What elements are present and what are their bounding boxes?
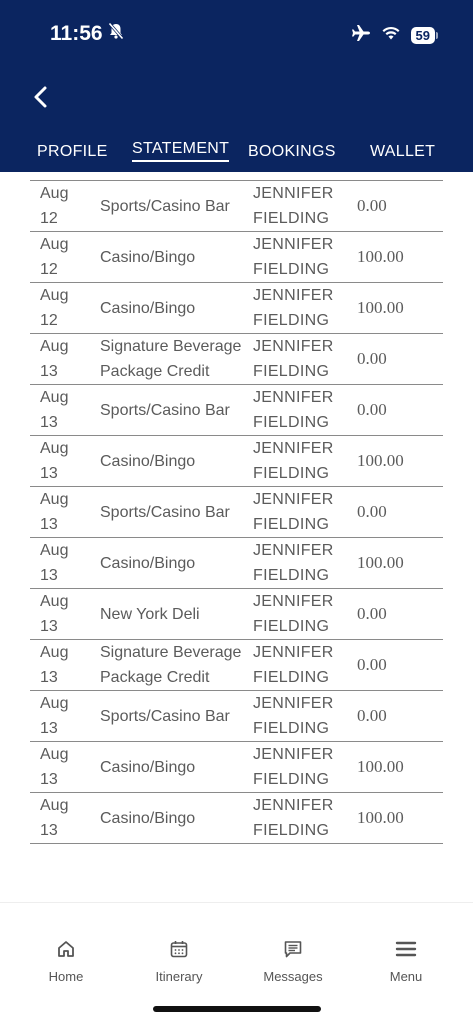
nav-home-label: Home (48, 969, 84, 984)
table-row[interactable] (30, 180, 443, 232)
row-name-first: JENNIFER (253, 440, 334, 457)
nav-menu-label: Menu (389, 969, 423, 984)
row-amount: 0.00 (357, 196, 387, 215)
chevron-left-icon (33, 85, 49, 109)
row-guest-name (253, 691, 353, 741)
nav-itinerary-label: Itinerary (155, 969, 203, 984)
row-amount: 100.00 (357, 247, 404, 266)
menu-icon (395, 939, 417, 959)
row-name-first: JENNIFER (253, 287, 334, 304)
row-guest-name (253, 436, 353, 486)
airplane-icon (351, 24, 371, 47)
row-month: Aug (40, 338, 69, 355)
row-name-last: FIELDING (253, 363, 330, 380)
row-amount: 0.00 (357, 655, 387, 674)
row-description: Sports/Casino Bar (100, 401, 230, 419)
row-name-first: JENNIFER (253, 338, 334, 355)
table-row[interactable] (30, 487, 443, 538)
row-date (30, 589, 90, 639)
row-day: 13 (40, 567, 58, 584)
nav-itinerary[interactable] (134, 939, 224, 984)
bell-slash-icon (108, 22, 124, 46)
row-month: Aug (40, 542, 69, 559)
row-guest-name (253, 334, 353, 384)
row-date (30, 538, 90, 588)
home-indicator[interactable] (153, 1006, 321, 1012)
row-date (30, 181, 90, 231)
table-row[interactable] (30, 538, 443, 589)
row-name-last: FIELDING (253, 618, 330, 635)
table-row[interactable] (30, 691, 443, 742)
nav-menu[interactable] (361, 939, 451, 984)
row-day: 12 (40, 210, 58, 227)
tab-bar (0, 140, 473, 172)
row-amount: 0.00 (357, 706, 387, 725)
message-icon (283, 939, 303, 959)
row-month: Aug (40, 389, 69, 406)
table-row[interactable] (30, 232, 443, 283)
row-name-last: FIELDING (253, 771, 330, 788)
row-name-last: FIELDING (253, 414, 330, 431)
statement-list[interactable] (30, 172, 443, 902)
row-amount: 100.00 (357, 553, 404, 572)
row-name-first: JENNIFER (253, 797, 334, 814)
row-month: Aug (40, 491, 69, 508)
row-day: 13 (40, 516, 58, 533)
row-name-last: FIELDING (253, 516, 330, 533)
table-row[interactable] (30, 334, 443, 385)
row-name-first: JENNIFER (253, 695, 334, 712)
table-row[interactable] (30, 436, 443, 487)
row-month: Aug (40, 185, 69, 202)
row-day: 12 (40, 261, 58, 278)
row-amount: 0.00 (357, 604, 387, 623)
row-day: 12 (40, 312, 58, 329)
status-icons (351, 24, 435, 47)
row-date (30, 436, 90, 486)
row-date (30, 283, 90, 333)
tab-bookings[interactable]: BOOKINGS (248, 143, 336, 160)
row-guest-name (253, 640, 353, 690)
row-amount: 0.00 (357, 502, 387, 521)
row-name-last: FIELDING (253, 465, 330, 482)
row-guest-name (253, 181, 353, 231)
row-description: Casino/Bingo (100, 758, 196, 776)
row-date (30, 487, 90, 537)
table-row[interactable] (30, 283, 443, 334)
row-guest-name (253, 793, 353, 843)
row-name-last: FIELDING (253, 210, 330, 227)
row-description: Casino/Bingo (100, 299, 196, 317)
row-guest-name (253, 589, 353, 639)
row-description: Signature Beverage Package Credit (100, 644, 242, 686)
row-month: Aug (40, 287, 69, 304)
row-name-first: JENNIFER (253, 593, 334, 610)
row-day: 13 (40, 414, 58, 431)
row-name-last: FIELDING (253, 669, 330, 686)
row-name-last: FIELDING (253, 312, 330, 329)
row-guest-name (253, 538, 353, 588)
row-month: Aug (40, 236, 69, 253)
row-day: 13 (40, 669, 58, 686)
row-date (30, 691, 90, 741)
row-day: 13 (40, 618, 58, 635)
row-date (30, 793, 90, 843)
tab-profile[interactable]: PROFILE (37, 143, 108, 160)
row-month: Aug (40, 695, 69, 712)
nav-messages-label: Messages (263, 969, 323, 984)
row-guest-name (253, 232, 353, 282)
tab-wallet[interactable]: WALLET (370, 143, 436, 160)
row-month: Aug (40, 644, 69, 661)
row-name-last: FIELDING (253, 720, 330, 737)
nav-messages[interactable] (248, 939, 338, 984)
row-month: Aug (40, 797, 69, 814)
row-name-first: JENNIFER (253, 491, 334, 508)
row-name-last: FIELDING (253, 822, 330, 839)
table-row[interactable] (30, 589, 443, 640)
tab-statement[interactable]: STATEMENT (132, 140, 229, 162)
row-date (30, 640, 90, 690)
row-name-first: JENNIFER (253, 185, 334, 202)
table-row[interactable] (30, 640, 443, 691)
row-month: Aug (40, 593, 69, 610)
row-description: Casino/Bingo (100, 554, 196, 572)
row-name-last: FIELDING (253, 261, 330, 278)
row-description: New York Deli (100, 605, 200, 623)
row-day: 13 (40, 771, 58, 788)
row-description: Casino/Bingo (100, 809, 196, 827)
row-name-first: JENNIFER (253, 542, 334, 559)
table-row[interactable] (30, 385, 443, 436)
row-amount: 0.00 (357, 349, 387, 368)
wifi-icon (381, 25, 401, 46)
row-description: Casino/Bingo (100, 248, 196, 266)
row-amount: 0.00 (357, 400, 387, 419)
status-time (50, 22, 124, 46)
row-description: Signature Beverage Package Credit (100, 338, 242, 380)
row-month: Aug (40, 440, 69, 457)
row-description: Sports/Casino Bar (100, 503, 230, 521)
status-time-text: 11:56 (50, 22, 103, 45)
battery-icon: 59 (411, 27, 435, 44)
row-guest-name (253, 742, 353, 792)
row-guest-name (253, 385, 353, 435)
home-icon (56, 939, 76, 959)
row-name-first: JENNIFER (253, 644, 334, 661)
row-name-last: FIELDING (253, 567, 330, 584)
row-name-first: JENNIFER (253, 389, 334, 406)
row-date (30, 742, 90, 792)
nav-home[interactable] (21, 939, 111, 984)
back-button[interactable] (26, 80, 56, 114)
row-day: 13 (40, 363, 58, 380)
row-guest-name (253, 283, 353, 333)
row-day: 13 (40, 720, 58, 737)
row-month: Aug (40, 746, 69, 763)
row-description: Sports/Casino Bar (100, 197, 230, 215)
row-description: Sports/Casino Bar (100, 707, 230, 725)
row-day: 13 (40, 465, 58, 482)
table-row[interactable] (30, 793, 443, 844)
row-amount: 100.00 (357, 757, 404, 776)
row-date (30, 385, 90, 435)
row-date (30, 334, 90, 384)
row-name-first: JENNIFER (253, 746, 334, 763)
row-name-first: JENNIFER (253, 236, 334, 253)
row-amount: 100.00 (357, 808, 404, 827)
row-amount: 100.00 (357, 298, 404, 317)
app-header (0, 0, 473, 172)
row-day: 13 (40, 822, 58, 839)
calendar-icon (169, 939, 189, 959)
row-guest-name (253, 487, 353, 537)
row-amount: 100.00 (357, 451, 404, 470)
table-row[interactable] (30, 742, 443, 793)
row-description: Casino/Bingo (100, 452, 196, 470)
row-date (30, 232, 90, 282)
